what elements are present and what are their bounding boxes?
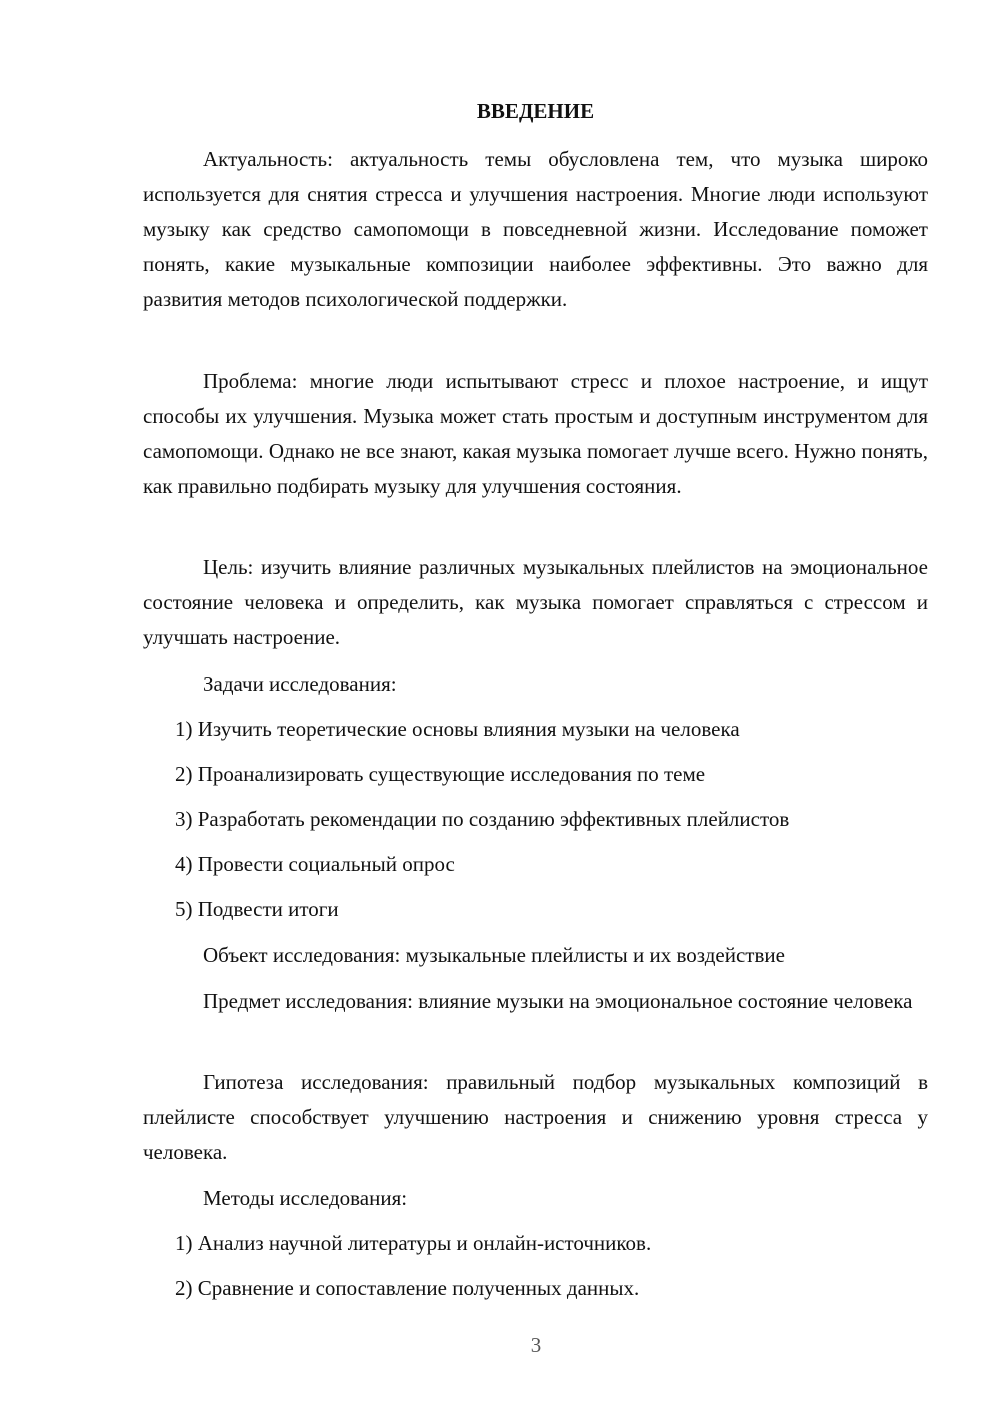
- paragraph-goal: Цель: изучить влияние различных музыкальных плейлистов на эмоциональное состояние человека и определить, как музыка помогает справляться с стрессом и улучшать настроение.: [143, 555, 928, 649]
- paragraph-object: Объект исследования: музыкальные плейлисты и их воздействие: [203, 943, 785, 967]
- page-number: 3: [530, 1333, 542, 1357]
- task-item: 5) Подвести итоги: [175, 897, 339, 921]
- paragraph-hypothesis: Гипотеза исследования: правильный подбор музыкальных композиций в плейлисте способствует улучшению настроения и снижению уровня стресса у человека.: [143, 1070, 928, 1164]
- paragraph-subject: Предмет исследования: влияние музыки на эмоциональное состояние человека: [203, 989, 913, 1013]
- tasks-title: Задачи исследования:: [203, 672, 397, 696]
- task-item: 1) Изучить теоретические основы влияния музыки на человека: [175, 717, 740, 741]
- section-heading: ВВЕДЕНИЕ: [476, 99, 595, 123]
- methods-title: Методы исследования:: [203, 1186, 408, 1210]
- task-item: 3) Разработать рекомендации по созданию эффективных плейлистов: [175, 807, 790, 831]
- paragraph-relevance: Актуальность: актуальность темы обусловлена тем, что музыка широко используется для снятия стресса и улучшения настроения. Многие люди используют музыку как средство самопомощи в повседневной жизни. Исследование поможет понять, какие музыкальные композиции наиболее эффективны. Это важно для развития методов психологической поддержки.: [143, 147, 928, 311]
- paragraph-problem: Проблема: многие люди испытывают стресс и плохое настроение, и ищут способы их улучшения. Музыка может стать простым и доступным инструментом для самопомощи. Однако не все знают, какая музыка помогает лучше всего. Нужно понять, как правильно подбирать музыку для улучшения состояния.: [143, 369, 928, 498]
- task-item: 2) Проанализировать существующие исследования по теме: [175, 762, 706, 786]
- task-item: 4) Провести социальный опрос: [175, 852, 455, 876]
- method-item: 1) Анализ научной литературы и онлайн-источников.: [175, 1231, 652, 1255]
- method-item: 2) Сравнение и сопоставление полученных данных.: [175, 1276, 640, 1300]
